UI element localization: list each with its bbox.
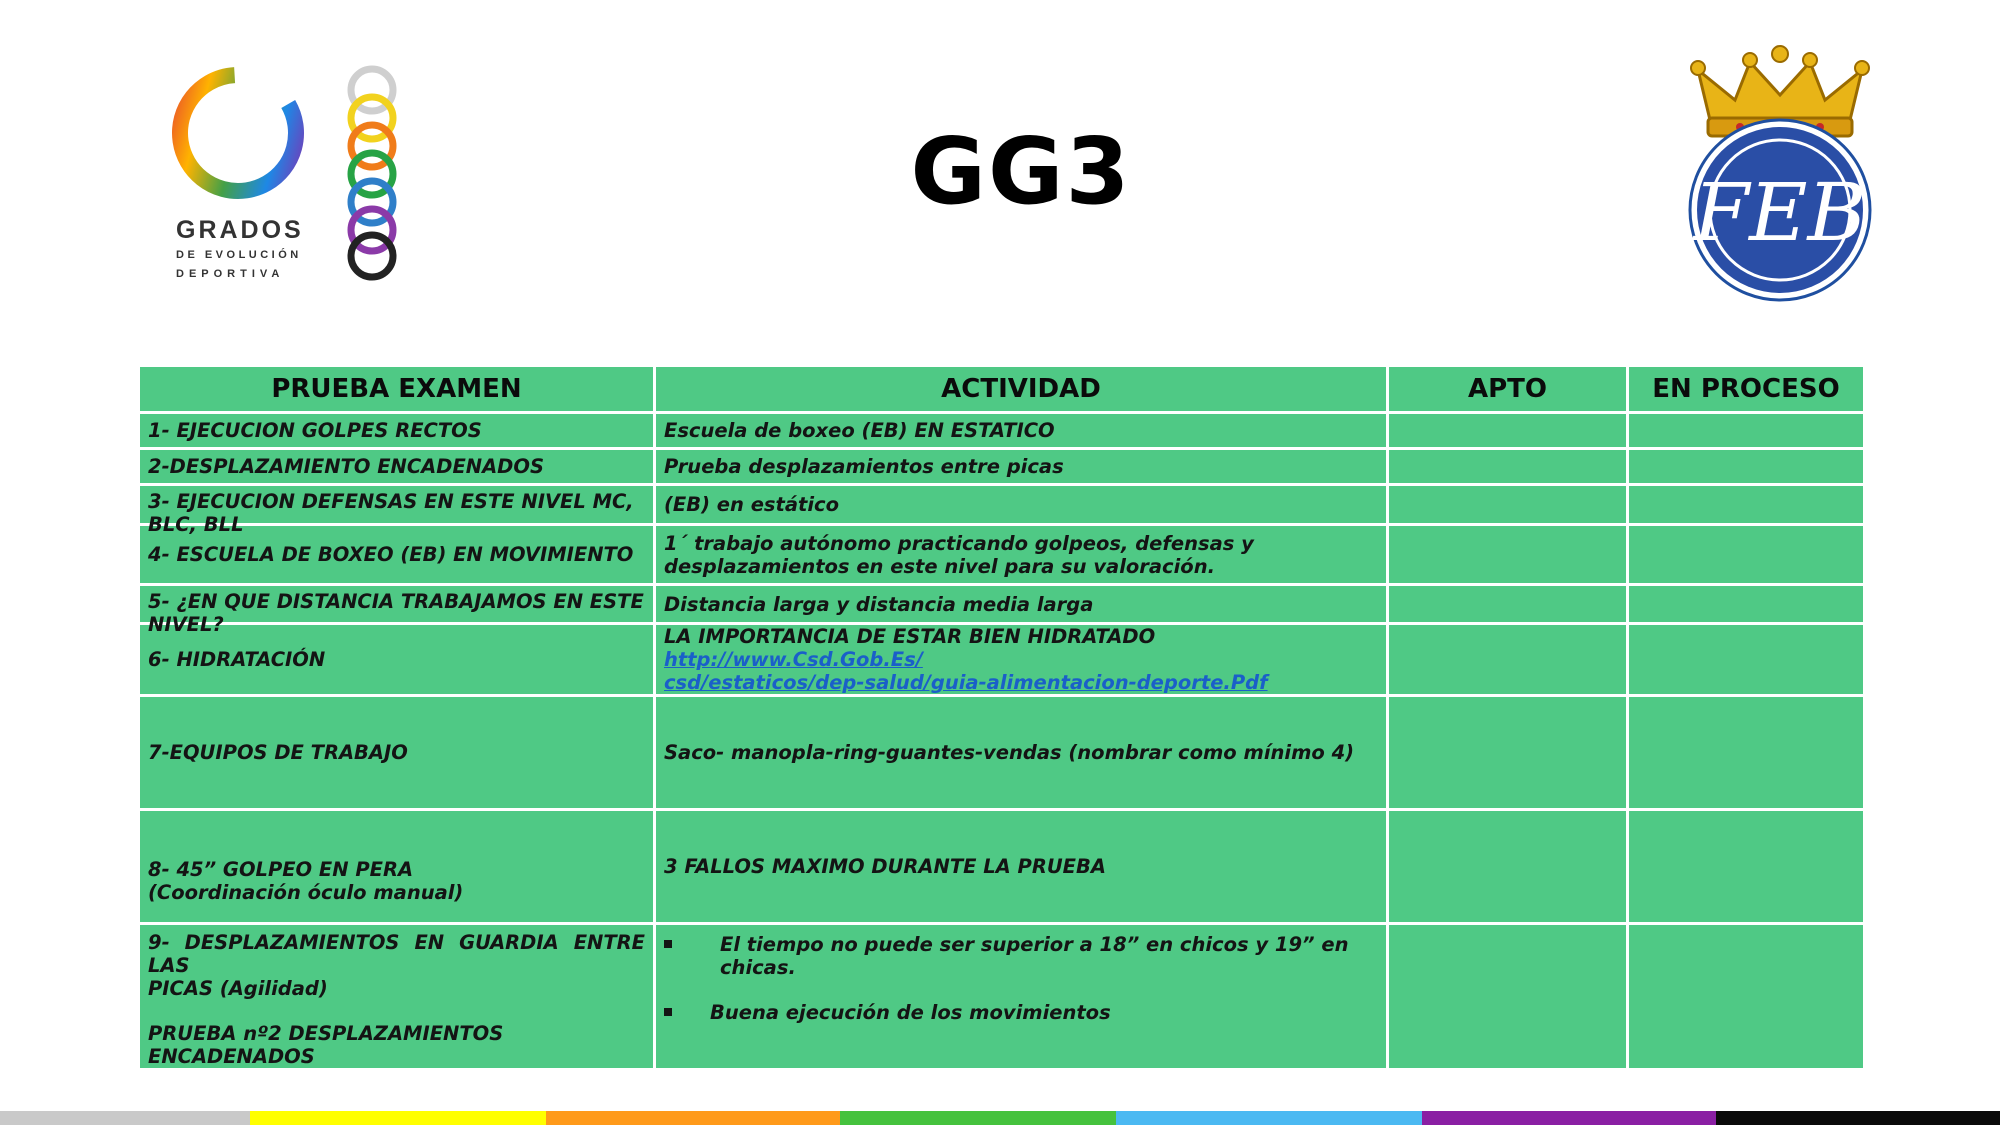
prueba-cell	[139, 924, 655, 1070]
prueba-cell: 7-EQUIPOS DE TRABAJO	[139, 696, 655, 810]
stripe-segment	[0, 1111, 250, 1125]
bullet-item	[664, 1001, 1378, 1024]
stripe-segment	[1116, 1111, 1422, 1125]
prueba-line: 9- DESPLAZAMIENTOS EN GUARDIA ENTRE LAS	[148, 931, 645, 977]
table-row	[139, 585, 1865, 624]
svg-text:DEPORTIVA: DEPORTIVA	[176, 268, 285, 280]
actividad-line	[664, 625, 1378, 671]
bullet-text: El tiempo no puede ser superior a 18” en chicos y 19” en chicas.	[720, 933, 1349, 979]
header-actividad: ACTIVIDAD	[655, 366, 1388, 413]
en-proceso-cell[interactable]	[1628, 413, 1865, 449]
prueba-line: PRUEBA nº2 DESPLAZAMIENTOS ENCADENADOS	[148, 1022, 504, 1068]
apto-cell[interactable]	[1388, 924, 1628, 1070]
apto-cell[interactable]	[1388, 696, 1628, 810]
stripe-segment	[840, 1111, 1116, 1125]
actividad-cell: 3 FALLOS MAXIMO DURANTE LA PRUEBA	[655, 810, 1388, 924]
prueba-cell: 4- ESCUELA DE BOXEO (EB) EN MOVIMIENTO	[139, 525, 655, 585]
prueba-text: 3- EJECUCION DEFENSAS EN ESTE NIVEL MC, BLC, BLL	[148, 490, 634, 536]
en-proceso-cell[interactable]	[1628, 924, 1865, 1070]
actividad-cell: Saco- manopla-ring-guantes-vendas (nombrar como mínimo 4)	[655, 696, 1388, 810]
prueba-cell	[139, 810, 655, 924]
header-apto: APTO	[1388, 366, 1628, 413]
exam-table	[137, 364, 1866, 1071]
actividad-cell: (EB) en estático	[655, 485, 1388, 525]
apto-cell[interactable]	[1388, 485, 1628, 525]
table-row	[139, 525, 1865, 585]
prueba-line: PICAS (Agilidad)	[148, 977, 328, 1000]
prueba-line: 8- 45” GOLPEO EN PERA	[148, 857, 414, 881]
bullet-text: Buena ejecución de los movimientos	[710, 1001, 1111, 1024]
prueba-text: 5- ¿EN QUE DISTANCIA TRABAJAMOS EN ESTE NIVEL?	[148, 590, 644, 636]
svg-text:FEB: FEB	[1693, 166, 1867, 259]
actividad-cell: Prueba desplazamientos entre picas	[655, 449, 1388, 485]
en-proceso-cell[interactable]	[1628, 585, 1865, 624]
apto-cell[interactable]	[1388, 585, 1628, 624]
en-proceso-cell[interactable]	[1628, 696, 1865, 810]
table-row	[139, 485, 1865, 525]
prueba-cell	[139, 585, 655, 636]
actividad-line	[664, 671, 1378, 694]
bullet-item	[664, 933, 1378, 979]
table-row	[139, 810, 1865, 924]
actividad-line: desplazamientos en este nivel para su valoración.	[664, 554, 1215, 578]
svg-text:DE EVOLUCIÓN: DE EVOLUCIÓN	[176, 249, 302, 261]
stripe-segment	[546, 1111, 840, 1125]
svg-text:GRADOS: GRADOS	[176, 216, 304, 244]
en-proceso-cell[interactable]	[1628, 624, 1865, 696]
square-bullet-icon	[664, 1008, 672, 1016]
header-prueba: PRUEBA EXAMEN	[139, 366, 655, 413]
en-proceso-cell[interactable]	[1628, 810, 1865, 924]
apto-cell[interactable]	[1388, 525, 1628, 585]
actividad-line: 1´ trabajo autónomo practicando golpeos, defensas y	[664, 531, 1254, 555]
actividad-cell	[655, 924, 1388, 1070]
stripe-segment	[1422, 1111, 1716, 1125]
actividad-cell	[655, 624, 1388, 696]
feb-logo	[1680, 40, 1880, 310]
actividad-text: LA IMPORTANCIA DE ESTAR BIEN HIDRATADO	[664, 625, 1156, 648]
stripe-segment	[250, 1111, 546, 1125]
en-proceso-cell[interactable]	[1628, 485, 1865, 525]
health-guide-link[interactable]: http://www.Csd.Gob.Es/	[664, 648, 923, 671]
prueba-line: (Coordinación óculo manual)	[148, 880, 464, 904]
grados-logo	[160, 55, 440, 295]
apto-cell[interactable]	[1388, 413, 1628, 449]
prueba-cell: 1- EJECUCION GOLPES RECTOS	[139, 413, 655, 449]
table-header-row	[139, 366, 1865, 413]
table-row	[139, 696, 1865, 810]
page-title: GG3	[910, 118, 1132, 225]
color-stripe	[0, 1111, 2000, 1125]
en-proceso-cell[interactable]	[1628, 449, 1865, 485]
prueba-cell: 2-DESPLAZAMIENTO ENCADENADOS	[139, 449, 655, 485]
table-row	[139, 924, 1865, 1070]
prueba-cell	[139, 485, 655, 536]
header-en-proceso: EN PROCESO	[1628, 366, 1865, 413]
table-row	[139, 449, 1865, 485]
stripe-segment	[1716, 1111, 2000, 1125]
actividad-cell: Distancia larga y distancia media larga	[655, 585, 1388, 624]
table-row	[139, 413, 1865, 449]
actividad-cell	[655, 525, 1388, 585]
prueba-cell: 6- HIDRATACIÓN	[139, 624, 655, 696]
apto-cell[interactable]	[1388, 449, 1628, 485]
health-guide-link-continued[interactable]: csd/estaticos/dep-salud/guia-alimentacion-deporte.Pdf	[664, 671, 1268, 694]
table-row	[139, 624, 1865, 696]
apto-cell[interactable]	[1388, 624, 1628, 696]
square-bullet-icon	[664, 940, 672, 948]
apto-cell[interactable]	[1388, 810, 1628, 924]
en-proceso-cell[interactable]	[1628, 525, 1865, 585]
actividad-cell: Escuela de boxeo (EB) EN ESTATICO	[655, 413, 1388, 449]
